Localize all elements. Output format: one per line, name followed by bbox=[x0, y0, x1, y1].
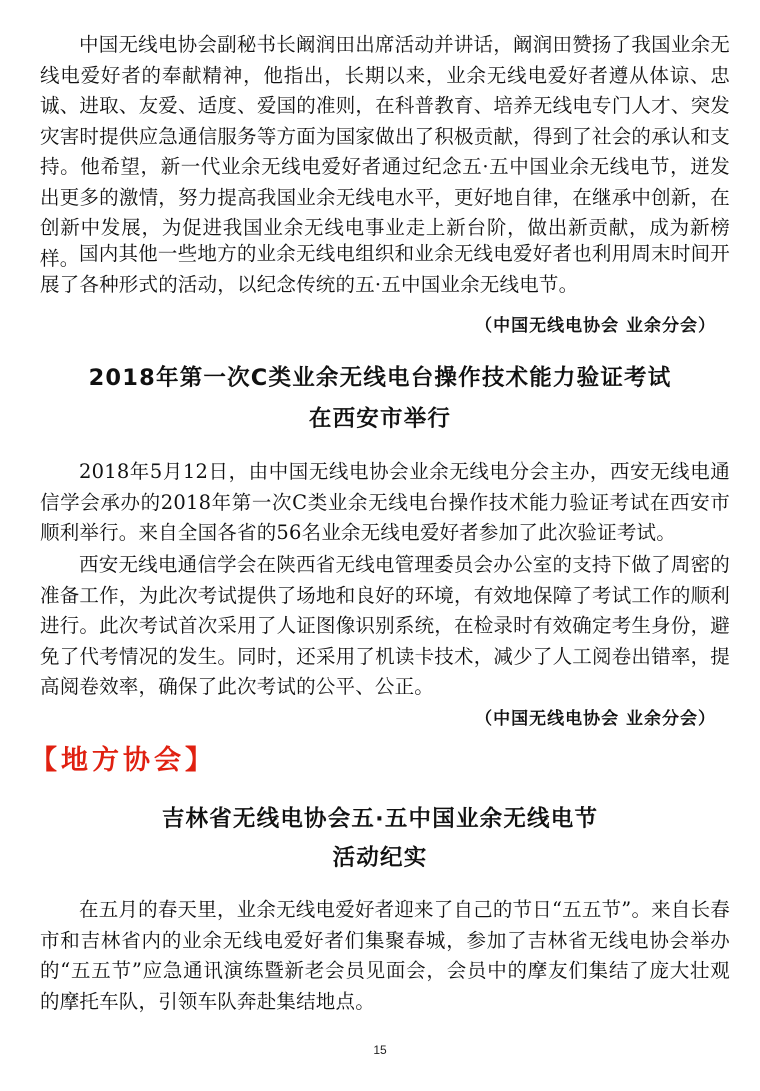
article-title-line-2: 在西安市举行 bbox=[308, 406, 452, 432]
source-attribution: （中国无线电协会 业余分会） bbox=[475, 316, 716, 336]
other-activities-paragraph: 国内其他一些地方的业余无线电组织和业余无线电爱好者也利用周末时间开展了各种形式的活动，以纪念传统的五·五中国业余无线电节。 bbox=[40, 242, 730, 296]
festival-paragraph: 在五月的春天里，业余无线电爱好者迎来了自己的节日“五五节”。来自长春市和吉林省内的业余无线电爱好者们集聚春城，参加了吉林省无线电协会举办的“五五节”应急通讯演练暨新老会员见面会，会员中的摩友们集结了庞大壮观的摩托车队，引领车队奔赴集结地点。 bbox=[40, 898, 730, 1013]
exam-details-paragraph: 西安无线电通信学会在陕西省无线电管理委员会办公室的支持下做了周密的准备工作，为此次考试提供了场地和良好的环境，有效地保障了考试工作的顺利进行。此次考试首次采用了人证图像识别系统，在检录时有效确定考生身份，避免了代考情况的发生。同时，还采用了机读卡技术，减少了人工阅卷出错率，提高阅卷效率，确保了此次考试的公平、公正。 bbox=[40, 553, 730, 698]
article-title-line-1: 2018年第一次C类业余无线电台操作技术能力验证考试 bbox=[88, 365, 672, 391]
section-tag: 【地方协会】 bbox=[30, 745, 216, 776]
exam-intro-paragraph: 2018年5月12日，由中国无线电协会业余无线电分会主办，西安无线电通信学会承办的2018年第一次C类业余无线电台操作技术能力验证考试在西安市顺利举行。来自全国各省的56名业余无线电爱好者参加了此次验证考试。 bbox=[40, 460, 730, 544]
article-title-line-1: 吉林省无线电协会五·五中国业余无线电节 bbox=[161, 806, 599, 832]
article-title-line-2: 活动纪实 bbox=[332, 845, 428, 871]
source-attribution: （中国无线电协会 业余分会） bbox=[475, 709, 716, 729]
page-number: 15 bbox=[373, 1043, 387, 1057]
speech-paragraph: 中国无线电协会副秘书长阚润田出席活动并讲话，阚润田赞扬了我国业余无线电爱好者的奉献精神，他指出，长期以来，业余无线电爱好者遵从体谅、忠诚、进取、友爱、适度、爱国的准则，在科普教育、培养无线电专门人才、突发灾害时提供应急通信服务等方面为国家做出了积极贡献，得到了社会的承认和支持。他希望，新一代业余无线电爱好者通过纪念五·五中国业余无线电节，迸发出更多的激情，努力提高我国业余无线电水平，更好地自律，在继承中创新，在创新中发展，为促进我国业余无线电事业走上新台阶，做出新贡献，成为新榜样。 bbox=[40, 33, 730, 270]
